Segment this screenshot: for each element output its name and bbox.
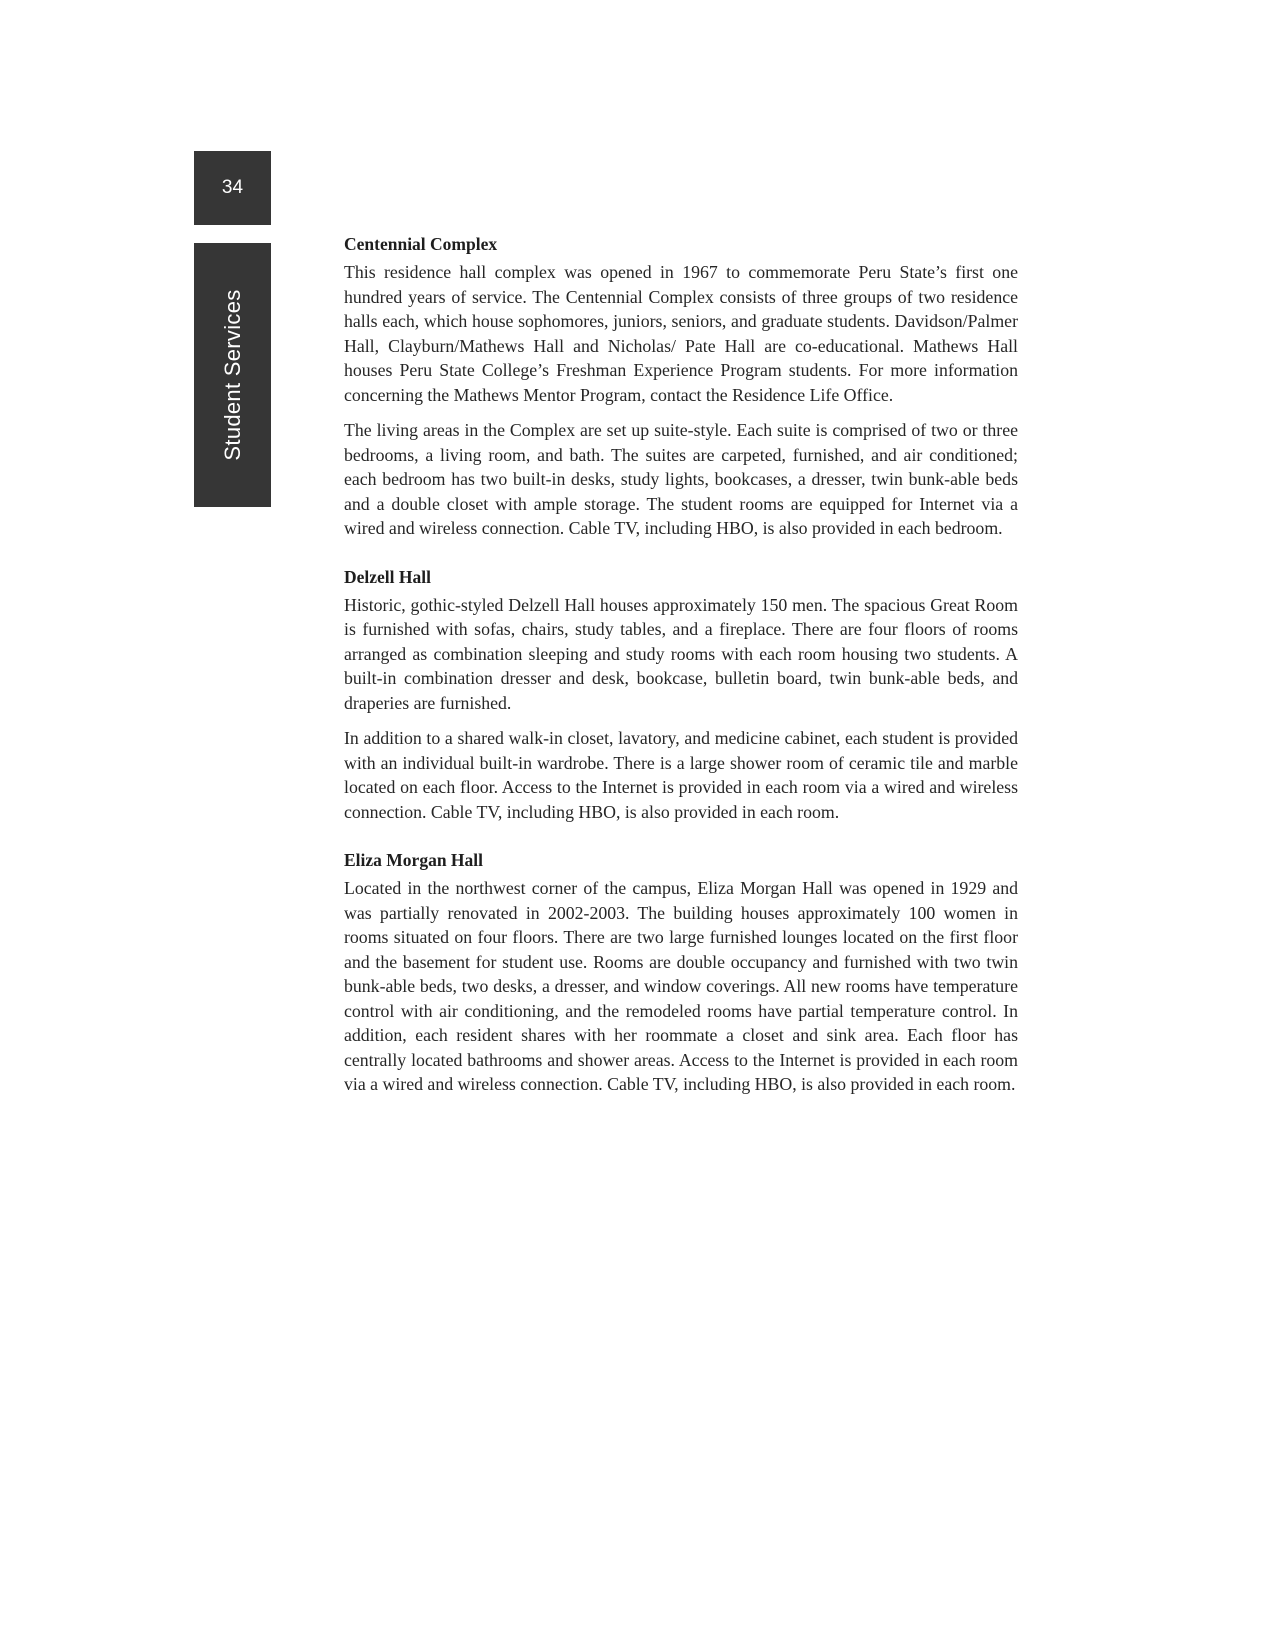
section-tab [194, 243, 271, 507]
section-heading: Eliza Morgan Hall [344, 850, 484, 870]
section-eliza-morgan-hall [344, 848, 1018, 1097]
section-heading: Centennial Complex [344, 234, 498, 254]
page-number: 34 [221, 177, 244, 198]
page-number-tab [194, 151, 271, 225]
paragraph: Located in the northwest corner of the campus, Eliza Morgan Hall was opened in 1929 and was partially renovated in 2002-2003. The building houses approximately 100 women in rooms situated on four floors. There are two large furnished lounges located on the first floor and the basement for student use. Rooms are double occupancy and furnished with two twin bunk-able beds, two desks, a dresser, and window coverings. All new rooms have temperature control with air conditioning, and the remodeled rooms have partial temperature control. In addition, each resident shares with her roommate a closet and sink area. Each floor has centrally located bathrooms and shower areas. Access to the Internet is provided in each room via a wired and wireless connection. Cable TV, including HBO, is also provided in each room. [344, 878, 1018, 1094]
section-heading: Delzell Hall [344, 566, 431, 587]
document-body [344, 228, 1018, 1121]
paragraph: Historic, gothic-styled Delzell Hall houses approximately 150 men. The spacious Great Room is furnished with sofas, chairs, study tables, and a fireplace. There are four floors of rooms arranged as combination sleeping and study rooms with each room housing two students. A built-in combination dresser and desk, bookcase, bulletin board, twin bunk-able beds, and draperies are furnished. [344, 594, 1018, 713]
paragraph: This residence hall complex was opened in 1967 to commemorate Peru State’s first one hundred years of service. The Centennial Complex consists of three groups of two residence halls each, which house sophomores, juniors, seniors, and graduate students. Davidson/Palmer Hall, Clayburn/Mathews Hall and Nicholas/ Pate Hall are co-educational. Mathews Hall houses Peru State College’s Freshman Experience Program students. For more information concerning the Mathews Mentor Program, contact the Residence Life Office. [344, 262, 1018, 405]
paragraph: The living areas in the Complex are set up suite-style. Each suite is comprised of two or three bedrooms, a living room, and bath. The suites are carpeted, furnished, and air conditioned; each bedroom has two built-in desks, study lights, bookcases, a dresser, twin bunk-able beds and a double closet with ample storage. The student rooms are equipped for Internet via a wired and wireless connection. Cable TV, including HBO, is also provided in each bedroom. [344, 420, 1018, 538]
paragraph: In addition to a shared walk-in closet, lavatory, and medicine cabinet, each student is provided with an individual built-in wardrobe. There is a large shower room of ceramic tile and marble located on each floor. Access to the Internet is provided in each room via a wired and wireless connection. Cable TV, including HBO, is also provided in each room. [344, 728, 1018, 822]
section-tab-label: Student Services [219, 289, 245, 461]
section-delzell-hall [344, 565, 1018, 825]
section-centennial-complex [344, 232, 1018, 541]
